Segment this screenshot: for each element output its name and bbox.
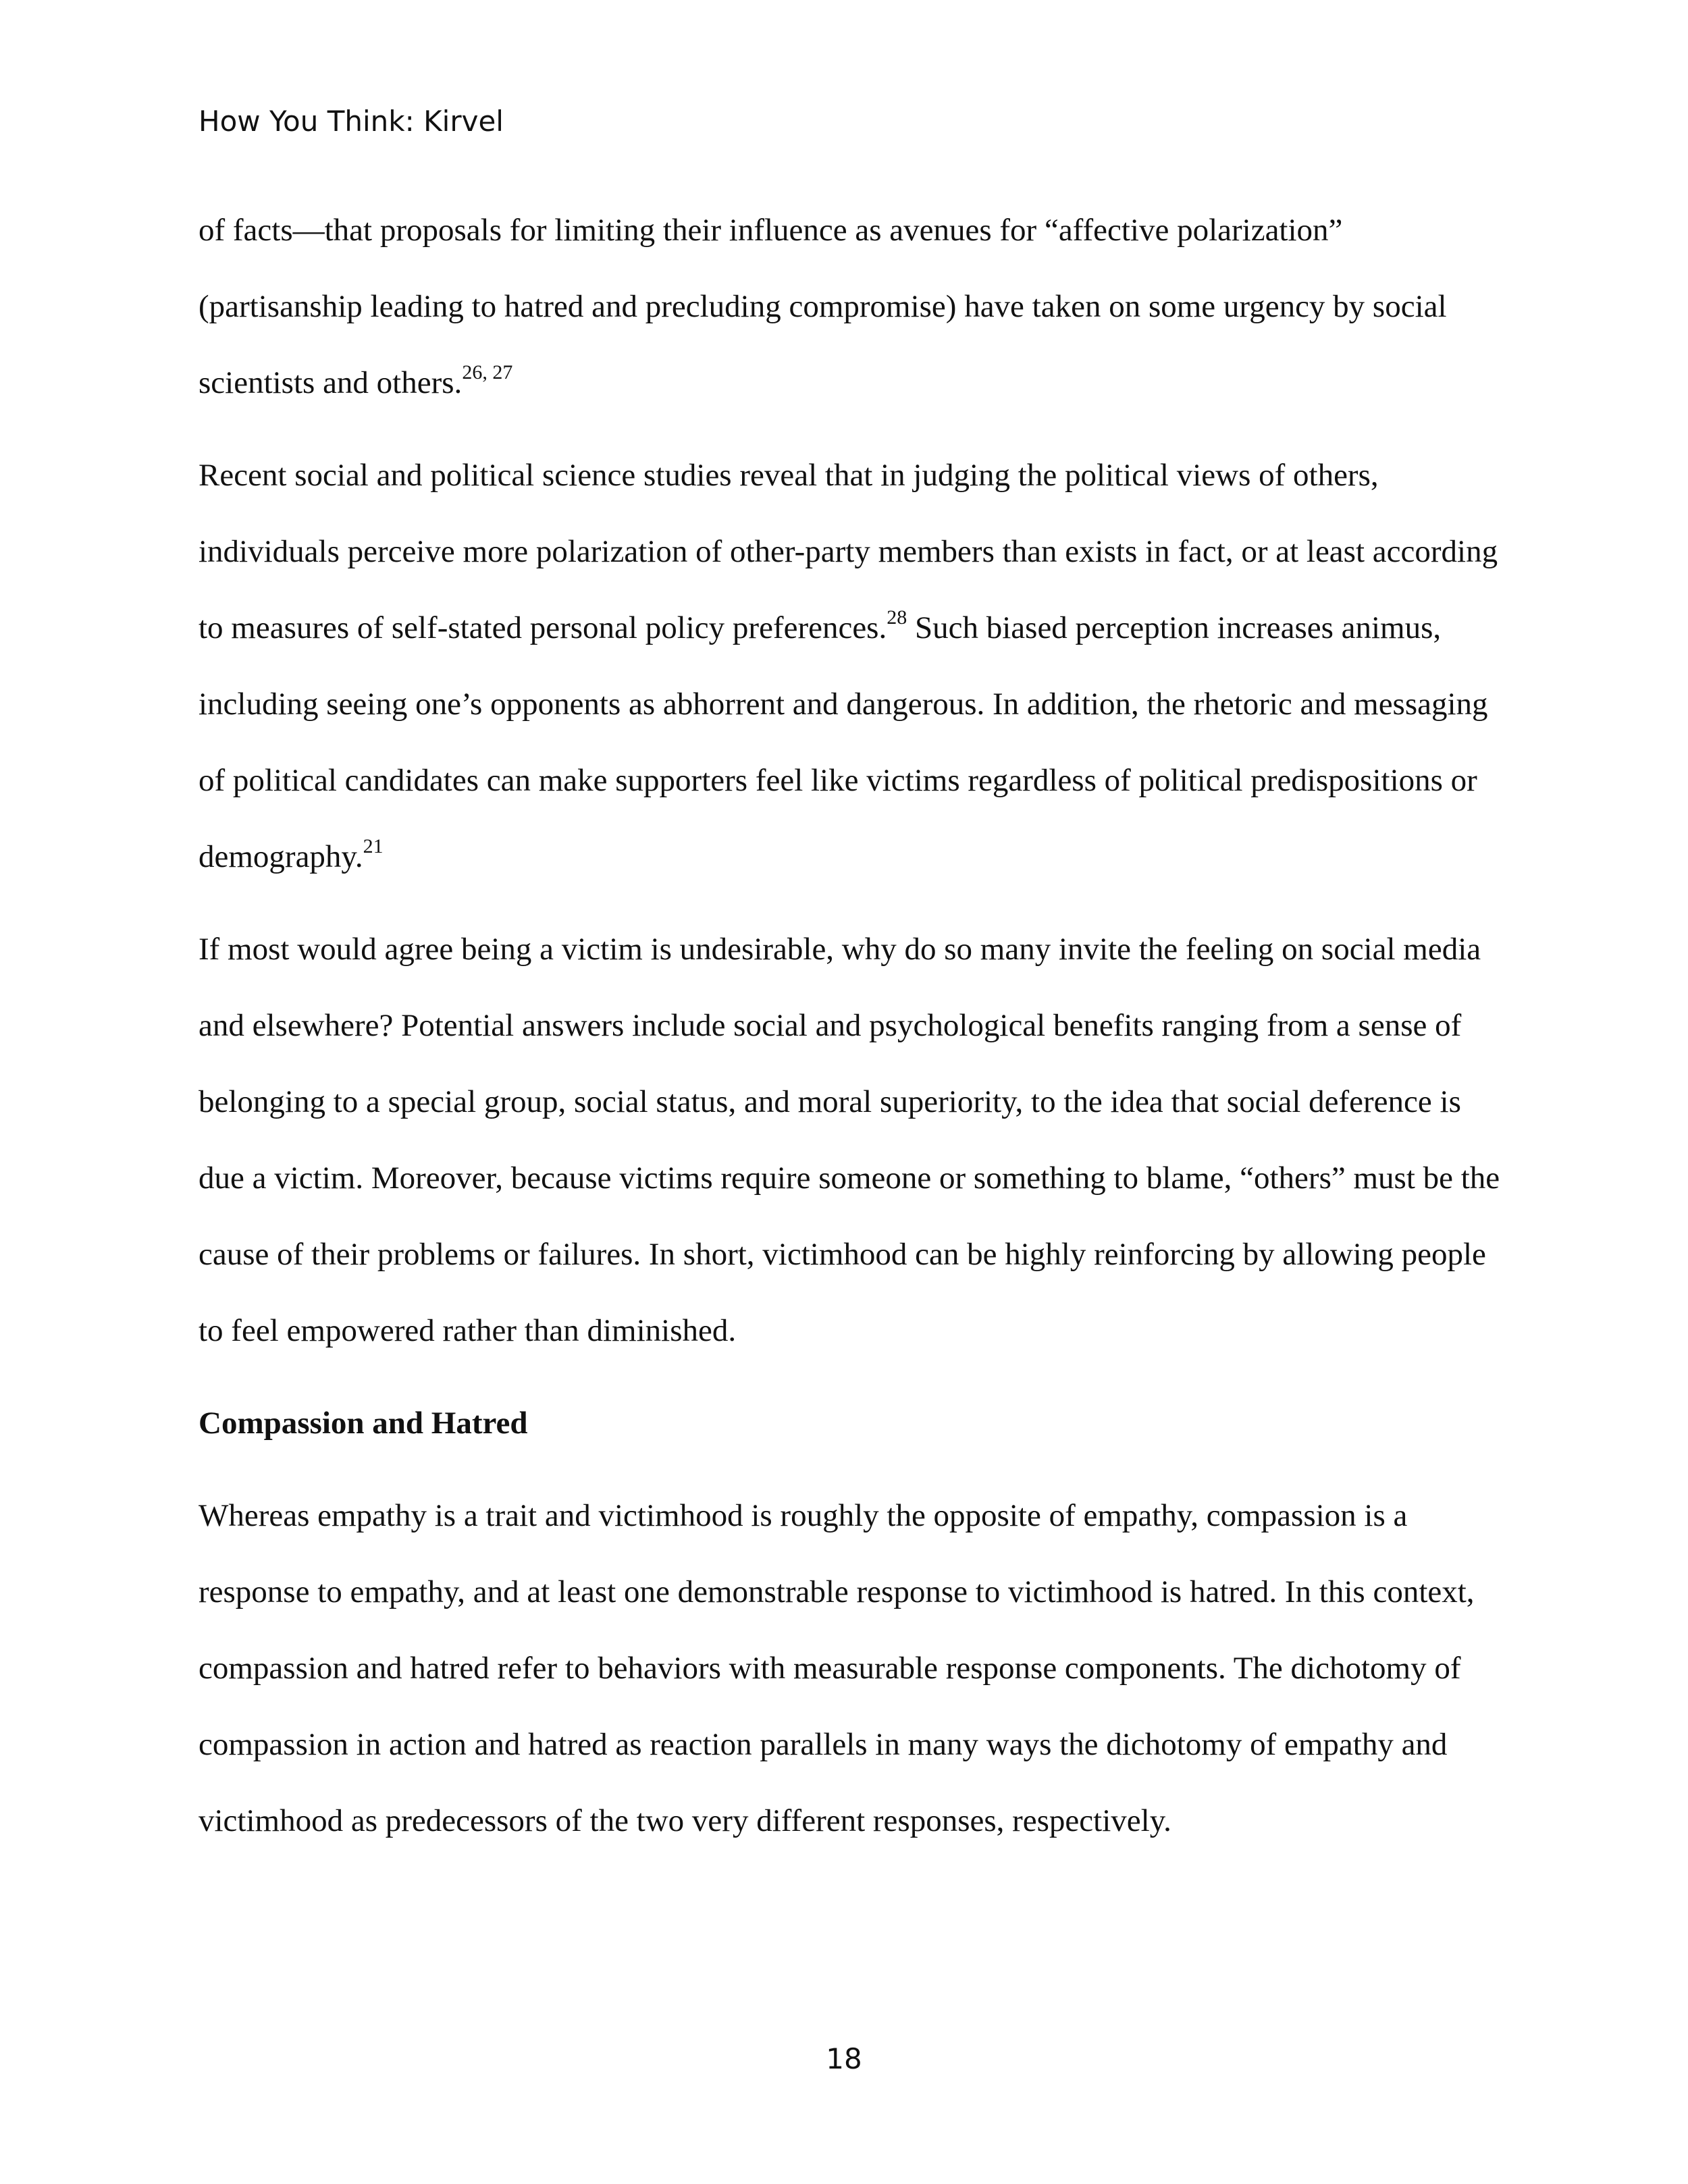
page-number: 18 [826,2042,862,2075]
paragraph-3: If most would agree being a victim is undesirable, why do so many invite the feeling on social media and elsewhere? Potential answers include social and psychological benefits ranging from a sense of belonging to a special group, social status, and moral superiority, to the idea that social deference is due a victim. Moreover, because victims require someone or something to blame, “others” must be the cause of their problems or failures. In short, victimhood can be highly reinforcing by allowing people to feel empowered rather than diminished. [199,932,1500,1348]
section-heading: Compassion and Hatred [199,1406,528,1441]
footnote-ref-26-27: 26, 27 [462,361,513,384]
paragraph-2-text-a: Recent social and political science studies reveal that in judging the political views of others, individuals perceive more polarization of other-party members than exists in fact, or at least according to measures of self-stated personal policy preferences. [199,458,1498,645]
paragraph-4: Whereas empathy is a trait and victimhood is roughly the opposite of empathy, compassion is a response to empathy, and at least one demonstrable response to victimhood is hatred. In this context, compassion and hatred refer to behaviors with measurable response components. The dichotomy of compassion in action and hatred as reaction parallels in many ways the dichotomy of empathy and victimhood as predecessors of the two very different responses, respectively. [199,1498,1475,1838]
footnote-ref-21: 21 [363,835,384,858]
footnote-ref-28: 28 [887,606,907,629]
paragraph-2-text-b: Such biased perception increases animus, including seeing one’s opponents as abhorrent and dangerous. In addition, the rhetoric and messaging of political candidates can make supporters feel like victims regardless of political predispositions or demography. [199,610,1488,874]
paragraph-1-text: of facts—that proposals for limiting their influence as avenues for “affective polarization” (partisanship leading to hatred and precluding compromise) have taken on some urgency by social scientists and others. [199,213,1447,400]
running-header: How You Think: Kirvel [199,105,504,138]
paragraph-2 [199,437,1508,895]
paragraph-1 [199,192,1508,421]
page-body [199,192,1508,1859]
